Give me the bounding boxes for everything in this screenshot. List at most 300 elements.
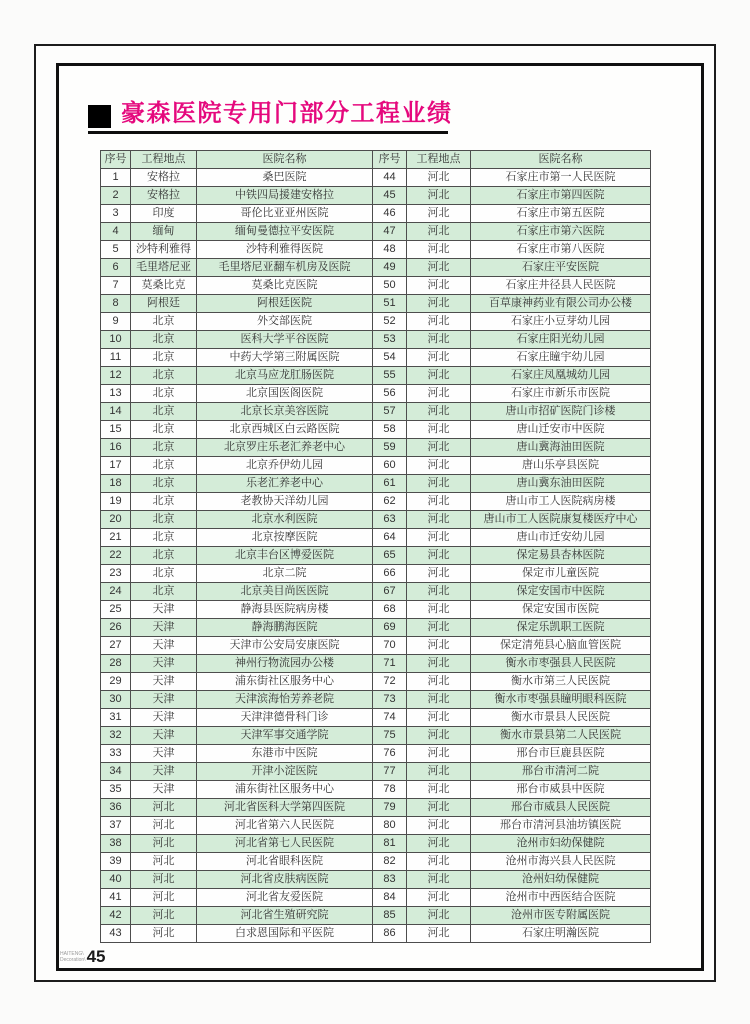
- row-number: 24: [101, 583, 131, 601]
- title-block: [88, 98, 508, 136]
- table-row: [101, 259, 651, 277]
- hospital-name: 莫桑比克医院: [197, 277, 373, 295]
- hospital-name: 沧州市中西医结合医院: [471, 889, 651, 907]
- row-number: 49: [373, 259, 407, 277]
- hospital-name: 衡水市第三人民医院: [471, 673, 651, 691]
- project-location: 河北: [407, 439, 471, 457]
- project-location: 河北: [407, 403, 471, 421]
- row-number: 47: [373, 223, 407, 241]
- row-number: 56: [373, 385, 407, 403]
- hospital-name: 乐老汇养老中心: [197, 475, 373, 493]
- hospital-name: 沧州市妇幼保健院: [471, 835, 651, 853]
- hospital-name: 天津市公安局安康医院: [197, 637, 373, 655]
- project-location: 河北: [407, 655, 471, 673]
- project-location: 印度: [131, 205, 197, 223]
- project-location: 天津: [131, 655, 197, 673]
- hospital-name: 北京国医阁医院: [197, 385, 373, 403]
- project-location: 河北: [407, 727, 471, 745]
- hospital-name: 北京长京美容医院: [197, 403, 373, 421]
- hospital-name: 北京美目尚医医院: [197, 583, 373, 601]
- project-location: 河北: [131, 817, 197, 835]
- hospital-name: 沧州妇幼保健院: [471, 871, 651, 889]
- row-number: 71: [373, 655, 407, 673]
- project-location: 河北: [407, 853, 471, 871]
- column-header: 医院名称: [471, 151, 651, 169]
- project-location: 河北: [407, 511, 471, 529]
- project-location: 北京: [131, 313, 197, 331]
- row-number: 35: [101, 781, 131, 799]
- project-location: 北京: [131, 421, 197, 439]
- project-location: 天津: [131, 691, 197, 709]
- row-number: 21: [101, 529, 131, 547]
- row-number: 61: [373, 475, 407, 493]
- hospital-name: 石家庄市第八医院: [471, 241, 651, 259]
- hospital-name: 河北省眼科医院: [197, 853, 373, 871]
- row-number: 73: [373, 691, 407, 709]
- project-location: 河北: [407, 691, 471, 709]
- row-number: 26: [101, 619, 131, 637]
- hospital-name: 桑巴医院: [197, 169, 373, 187]
- row-number: 60: [373, 457, 407, 475]
- project-location: 河北: [407, 349, 471, 367]
- hospital-name: 石家庄市新乐市医院: [471, 385, 651, 403]
- hospital-name: 天津军事交通学院: [197, 727, 373, 745]
- project-location: 安格拉: [131, 187, 197, 205]
- row-number: 55: [373, 367, 407, 385]
- hospital-name: 天津滨海怡芳养老院: [197, 691, 373, 709]
- hospital-name: 北京水利医院: [197, 511, 373, 529]
- row-number: 28: [101, 655, 131, 673]
- table-row: [101, 709, 651, 727]
- project-location: 河北: [131, 889, 197, 907]
- project-location: 北京: [131, 457, 197, 475]
- row-number: 64: [373, 529, 407, 547]
- row-number: 42: [101, 907, 131, 925]
- project-location: 河北: [407, 169, 471, 187]
- hospital-name: 石家庄阳光幼儿园: [471, 331, 651, 349]
- hospital-name: 河北省友爱医院: [197, 889, 373, 907]
- row-number: 53: [373, 331, 407, 349]
- hospital-name: 百草康神药业有限公司办公楼: [471, 295, 651, 313]
- table-row: [101, 277, 651, 295]
- row-number: 54: [373, 349, 407, 367]
- row-number: 68: [373, 601, 407, 619]
- project-location: 河北: [407, 619, 471, 637]
- hospital-name: 石家庄平安医院: [471, 259, 651, 277]
- project-location: 河北: [407, 223, 471, 241]
- table-row: [101, 295, 651, 313]
- project-location: 河北: [407, 637, 471, 655]
- row-number: 43: [101, 925, 131, 943]
- row-number: 57: [373, 403, 407, 421]
- project-location: 河北: [407, 205, 471, 223]
- project-location: 河北: [407, 277, 471, 295]
- table-row: [101, 385, 651, 403]
- hospital-name: 石家庄凤凰城幼儿园: [471, 367, 651, 385]
- hospital-name: 中铁四局援建安格拉: [197, 187, 373, 205]
- hospital-name: 唐山迁安市中医院: [471, 421, 651, 439]
- row-number: 65: [373, 547, 407, 565]
- hospital-name: 毛里塔尼亚翻车机房及医院: [197, 259, 373, 277]
- hospital-name: 唐山市工人医院病房楼: [471, 493, 651, 511]
- row-number: 40: [101, 871, 131, 889]
- hospital-name: 石家庄小豆芽幼儿园: [471, 313, 651, 331]
- row-number: 14: [101, 403, 131, 421]
- project-location: 北京: [131, 583, 197, 601]
- hospital-name: 沙特利雅得医院: [197, 241, 373, 259]
- page-number: 45: [86, 947, 106, 966]
- project-location: 河北: [407, 187, 471, 205]
- project-location: 河北: [407, 547, 471, 565]
- table-row: [101, 889, 651, 907]
- hospital-name: 白求恩国际和平医院: [197, 925, 373, 943]
- row-number: 67: [373, 583, 407, 601]
- table-row: [101, 583, 651, 601]
- project-location: 河北: [407, 871, 471, 889]
- table-header-row: [101, 151, 651, 169]
- project-location: 河北: [407, 583, 471, 601]
- project-location: 北京: [131, 385, 197, 403]
- row-number: 1: [101, 169, 131, 187]
- row-number: 77: [373, 763, 407, 781]
- row-number: 11: [101, 349, 131, 367]
- row-number: 9: [101, 313, 131, 331]
- project-location: 河北: [407, 925, 471, 943]
- row-number: 41: [101, 889, 131, 907]
- project-location: 安格拉: [131, 169, 197, 187]
- table-row: [101, 169, 651, 187]
- row-number: 30: [101, 691, 131, 709]
- column-header: 序号: [101, 151, 131, 169]
- project-location: 河北: [407, 745, 471, 763]
- table-row: [101, 817, 651, 835]
- hospital-name: 外交部医院: [197, 313, 373, 331]
- row-number: 18: [101, 475, 131, 493]
- project-location: 毛里塔尼亚: [131, 259, 197, 277]
- table-row: [101, 655, 651, 673]
- row-number: 29: [101, 673, 131, 691]
- row-number: 5: [101, 241, 131, 259]
- hospital-name: 保定乐凯职工医院: [471, 619, 651, 637]
- hospital-name: 北京二院: [197, 565, 373, 583]
- project-location: 河北: [407, 799, 471, 817]
- hospital-name: 衡水市枣强县人民医院: [471, 655, 651, 673]
- table-row: [101, 673, 651, 691]
- row-number: 66: [373, 565, 407, 583]
- row-number: 36: [101, 799, 131, 817]
- row-number: 12: [101, 367, 131, 385]
- hospital-name: 河北省医科大学第四医院: [197, 799, 373, 817]
- row-number: 52: [373, 313, 407, 331]
- project-location: 河北: [407, 763, 471, 781]
- project-location: 河北: [407, 493, 471, 511]
- hospital-name: 石家庄市第四医院: [471, 187, 651, 205]
- project-location: 北京: [131, 511, 197, 529]
- project-location: 河北: [407, 673, 471, 691]
- project-location: 河北: [407, 367, 471, 385]
- table-row: [101, 871, 651, 889]
- hospital-name: 神州行物流园办公楼: [197, 655, 373, 673]
- hospital-name: 保定清苑县心脑血管医院: [471, 637, 651, 655]
- hospital-name: 唐山乐亭县医院: [471, 457, 651, 475]
- table-row: [101, 529, 651, 547]
- project-location: 河北: [131, 853, 197, 871]
- row-number: 45: [373, 187, 407, 205]
- table-row: [101, 187, 651, 205]
- hospital-name: 石家庄明瀚医院: [471, 925, 651, 943]
- row-number: 70: [373, 637, 407, 655]
- row-number: 82: [373, 853, 407, 871]
- row-number: 16: [101, 439, 131, 457]
- table-row: [101, 925, 651, 943]
- projects-table: [100, 150, 651, 943]
- row-number: 4: [101, 223, 131, 241]
- project-location: 北京: [131, 403, 197, 421]
- table-row: [101, 835, 651, 853]
- row-number: 51: [373, 295, 407, 313]
- row-number: 59: [373, 439, 407, 457]
- project-location: 河北: [407, 601, 471, 619]
- row-number: 23: [101, 565, 131, 583]
- project-location: 河北: [407, 241, 471, 259]
- hospital-name: 石家庄市第六医院: [471, 223, 651, 241]
- project-location: 河北: [407, 259, 471, 277]
- hospital-name: 河北省生殖研究院: [197, 907, 373, 925]
- project-location: 河北: [407, 313, 471, 331]
- project-location: 北京: [131, 475, 197, 493]
- hospital-name: 石家庄市第一人民医院: [471, 169, 651, 187]
- project-location: 河北: [407, 295, 471, 313]
- row-number: 10: [101, 331, 131, 349]
- project-location: 河北: [407, 709, 471, 727]
- project-location: 天津: [131, 673, 197, 691]
- project-location: 沙特利雅得: [131, 241, 197, 259]
- project-location: 河北: [407, 421, 471, 439]
- project-location: 河北: [131, 925, 197, 943]
- row-number: 22: [101, 547, 131, 565]
- hospital-name: 保定安国市中医院: [471, 583, 651, 601]
- hospital-name: 唐山冀东油田医院: [471, 475, 651, 493]
- table-row: [101, 727, 651, 745]
- hospital-name: 北京丰台区博爱医院: [197, 547, 373, 565]
- row-number: 39: [101, 853, 131, 871]
- hospital-name: 唐山市迁安幼儿园: [471, 529, 651, 547]
- hospital-name: 唐山市工人医院康复楼医疗中心: [471, 511, 651, 529]
- project-location: 天津: [131, 709, 197, 727]
- hospital-name: 东港市中医院: [197, 745, 373, 763]
- hospital-name: 河北省第六人民医院: [197, 817, 373, 835]
- hospital-name: 缅甸曼德拉平安医院: [197, 223, 373, 241]
- project-location: 北京: [131, 367, 197, 385]
- table-row: [101, 763, 651, 781]
- table-row: [101, 331, 651, 349]
- hospital-name: 石家庄井径县人民医院: [471, 277, 651, 295]
- hospital-name: 保定安国市医院: [471, 601, 651, 619]
- project-location: 北京: [131, 331, 197, 349]
- row-number: 75: [373, 727, 407, 745]
- project-location: 天津: [131, 727, 197, 745]
- project-location: 河北: [131, 871, 197, 889]
- hospital-name: 衡水市景县第二人民医院: [471, 727, 651, 745]
- hospital-name: 北京罗庄乐老汇养老中心: [197, 439, 373, 457]
- row-number: 38: [101, 835, 131, 853]
- hospital-name: 河北省第七人民医院: [197, 835, 373, 853]
- hospital-name: 邢台市清河二院: [471, 763, 651, 781]
- hospital-name: 邢台市威县人民医院: [471, 799, 651, 817]
- table-row: [101, 601, 651, 619]
- row-number: 46: [373, 205, 407, 223]
- table-row: [101, 781, 651, 799]
- hospital-name: 北京马应龙肛肠医院: [197, 367, 373, 385]
- row-number: 34: [101, 763, 131, 781]
- row-number: 8: [101, 295, 131, 313]
- hospital-name: 衡水市枣强县瞳明眼科医院: [471, 691, 651, 709]
- row-number: 74: [373, 709, 407, 727]
- table-row: [101, 475, 651, 493]
- row-number: 20: [101, 511, 131, 529]
- table-row: [101, 403, 651, 421]
- project-location: 河北: [407, 817, 471, 835]
- hospital-name: 邢台市巨鹿县医院: [471, 745, 651, 763]
- row-number: 62: [373, 493, 407, 511]
- project-location: 河北: [407, 529, 471, 547]
- project-location: 河北: [407, 331, 471, 349]
- table-row: [101, 511, 651, 529]
- column-header: 医院名称: [197, 151, 373, 169]
- hospital-name: 老教协天洋幼儿园: [197, 493, 373, 511]
- table-row: [101, 907, 651, 925]
- column-header: 序号: [373, 151, 407, 169]
- row-number: 80: [373, 817, 407, 835]
- project-location: 天津: [131, 637, 197, 655]
- hospital-name: 石家庄市第五医院: [471, 205, 651, 223]
- hospital-name: 阿根廷医院: [197, 295, 373, 313]
- table-row: [101, 619, 651, 637]
- project-location: 北京: [131, 565, 197, 583]
- row-number: 44: [373, 169, 407, 187]
- project-location: 河北: [407, 781, 471, 799]
- project-location: 河北: [407, 457, 471, 475]
- row-number: 50: [373, 277, 407, 295]
- table-row: [101, 439, 651, 457]
- project-location: 河北: [131, 835, 197, 853]
- row-number: 2: [101, 187, 131, 205]
- row-number: 15: [101, 421, 131, 439]
- hospital-name: 邢台市清河县油坊镇医院: [471, 817, 651, 835]
- table-row: [101, 421, 651, 439]
- project-location: 河北: [131, 799, 197, 817]
- row-number: 17: [101, 457, 131, 475]
- title-underline: [88, 131, 448, 134]
- project-location: 北京: [131, 493, 197, 511]
- column-header: 工程地点: [407, 151, 471, 169]
- row-number: 69: [373, 619, 407, 637]
- hospital-name: 北京乔伊幼儿园: [197, 457, 373, 475]
- footer-brand-line1: HAITENG\: [60, 951, 84, 957]
- row-number: 33: [101, 745, 131, 763]
- table-row: [101, 457, 651, 475]
- row-number: 3: [101, 205, 131, 223]
- table-row: [101, 313, 651, 331]
- project-location: 河北: [131, 907, 197, 925]
- row-number: 31: [101, 709, 131, 727]
- page-footer: [60, 942, 106, 972]
- project-location: 莫桑比克: [131, 277, 197, 295]
- footer-brand-line2: Decoration\: [60, 957, 86, 963]
- row-number: 79: [373, 799, 407, 817]
- row-number: 48: [373, 241, 407, 259]
- row-number: 76: [373, 745, 407, 763]
- table-row: [101, 547, 651, 565]
- row-number: 72: [373, 673, 407, 691]
- hospital-name: 保定市儿童医院: [471, 565, 651, 583]
- project-location: 河北: [407, 475, 471, 493]
- project-location: 天津: [131, 745, 197, 763]
- table-row: [101, 799, 651, 817]
- project-location: 阿根廷: [131, 295, 197, 313]
- row-number: 85: [373, 907, 407, 925]
- project-location: 天津: [131, 763, 197, 781]
- hospital-name: 浦东街社区服务中心: [197, 781, 373, 799]
- column-header: 工程地点: [131, 151, 197, 169]
- row-number: 63: [373, 511, 407, 529]
- project-location: 河北: [407, 907, 471, 925]
- project-location: 北京: [131, 439, 197, 457]
- hospital-name: 医科大学平谷医院: [197, 331, 373, 349]
- hospital-name: 天津津德骨科门诊: [197, 709, 373, 727]
- row-number: 27: [101, 637, 131, 655]
- project-location: 北京: [131, 529, 197, 547]
- row-number: 78: [373, 781, 407, 799]
- hospital-name: 衡水市景县人民医院: [471, 709, 651, 727]
- row-number: 83: [373, 871, 407, 889]
- project-location: 北京: [131, 349, 197, 367]
- hospital-name: 北京按摩医院: [197, 529, 373, 547]
- row-number: 6: [101, 259, 131, 277]
- hospital-name: 静海鹏海医院: [197, 619, 373, 637]
- hospital-name: 开津小淀医院: [197, 763, 373, 781]
- project-location: 河北: [407, 835, 471, 853]
- project-location: 天津: [131, 619, 197, 637]
- table-row: [101, 205, 651, 223]
- page-title: 豪森医院专用门部分工程业绩: [121, 100, 453, 127]
- row-number: 25: [101, 601, 131, 619]
- hospital-name: 石家庄瞳宇幼儿园: [471, 349, 651, 367]
- square-bullet-icon: [88, 105, 111, 128]
- table-row: [101, 367, 651, 385]
- hospital-name: 北京西城区白云路医院: [197, 421, 373, 439]
- hospital-name: 沧州市医专附属医院: [471, 907, 651, 925]
- table-row: [101, 637, 651, 655]
- project-location: 河北: [407, 889, 471, 907]
- project-location: 天津: [131, 781, 197, 799]
- hospital-name: 河北省皮肤病医院: [197, 871, 373, 889]
- project-location: 北京: [131, 547, 197, 565]
- hospital-name: 中药大学第三附属医院: [197, 349, 373, 367]
- hospital-name: 保定易县杏林医院: [471, 547, 651, 565]
- row-number: 19: [101, 493, 131, 511]
- hospital-name: 唐山市招矿医院门诊楼: [471, 403, 651, 421]
- row-number: 32: [101, 727, 131, 745]
- table-row: [101, 853, 651, 871]
- hospital-name: 哥伦比亚亚州医院: [197, 205, 373, 223]
- hospital-name: 邢台市威县中医院: [471, 781, 651, 799]
- project-location: 河北: [407, 565, 471, 583]
- hospital-name: 唐山冀海油田医院: [471, 439, 651, 457]
- footer-brand-logo: [60, 951, 86, 963]
- table-row: [101, 223, 651, 241]
- table-row: [101, 565, 651, 583]
